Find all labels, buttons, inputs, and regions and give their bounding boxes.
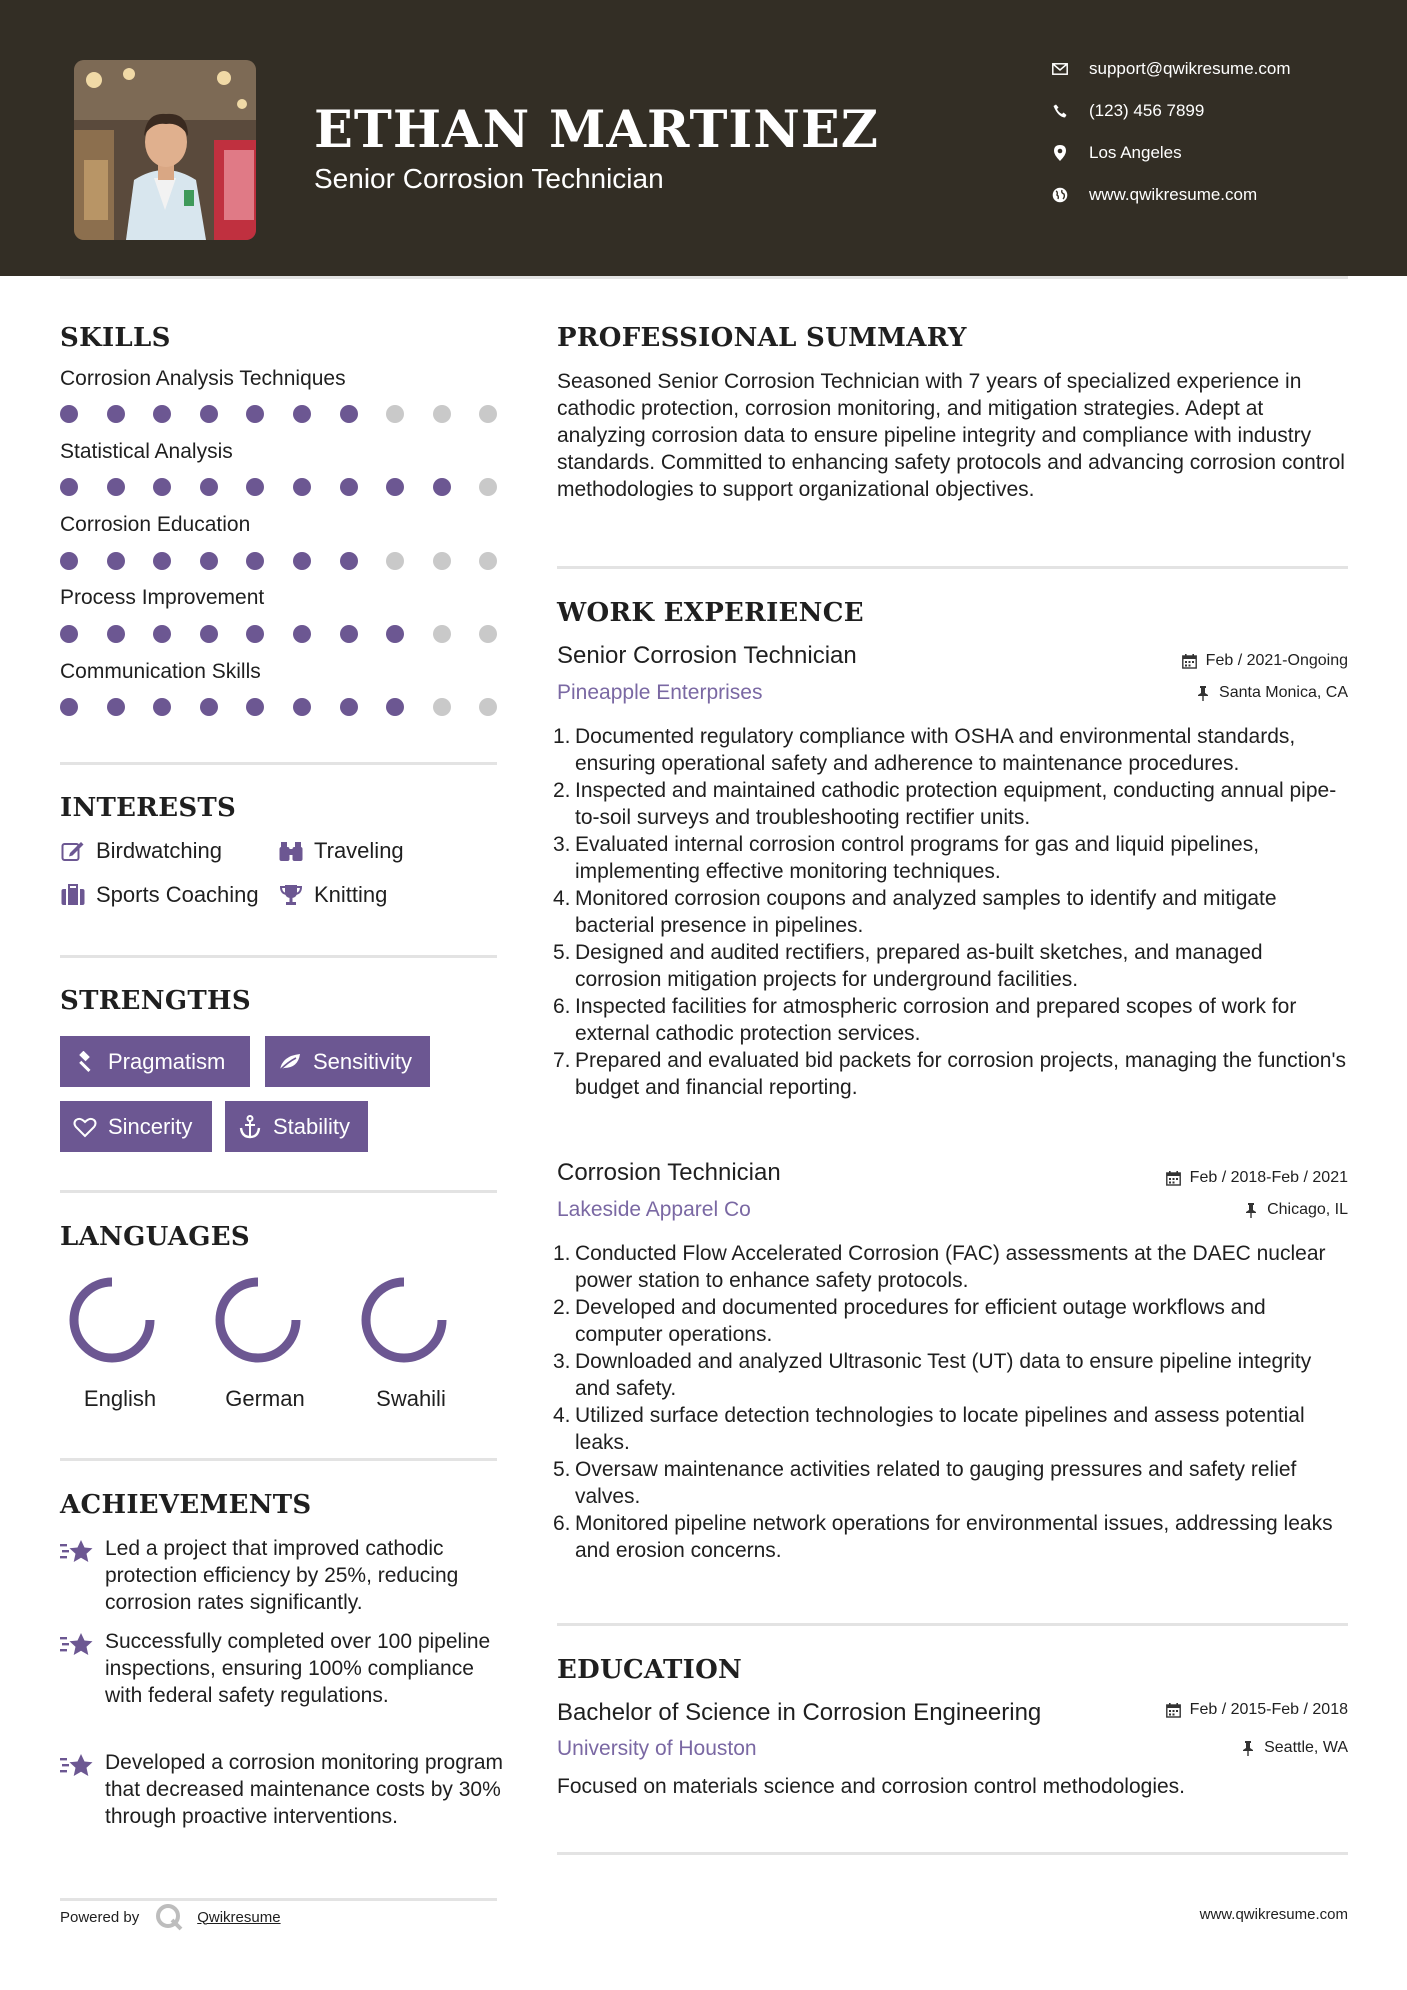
- language-name: German: [225, 1386, 305, 1411]
- section-divider: [557, 1852, 1348, 1855]
- skill-dot-filled: [107, 405, 125, 423]
- skill-dot-filled: [386, 478, 404, 496]
- strengths-heading: STRENGTHS: [60, 986, 251, 1016]
- skill-dot-empty: [386, 552, 404, 570]
- skills-heading: SKILLS: [60, 323, 171, 353]
- responsibility-number: 2.: [553, 1296, 571, 1319]
- qwikresume-link[interactable]: Qwikresume: [197, 1908, 281, 1926]
- skill-dot-filled: [200, 405, 218, 423]
- strength-label: Sensitivity: [313, 1048, 413, 1074]
- gavel-icon: [72, 1049, 98, 1075]
- job-location-text: Chicago, IL: [1267, 1201, 1348, 1218]
- skill-dot-filled: [340, 698, 358, 716]
- skill-dot-filled: [153, 405, 171, 423]
- contact-location: [1051, 138, 1391, 168]
- responsibility-text: Documented regulatory compliance with OSHA and environmental standards, ensuring operational safety and adherence to maintenance procedures.: [575, 725, 1296, 775]
- summary-text: Seasoned Senior Corrosion Technician with 7 years of specialized experience in cathodic protection, corrosion monitoring, and mitigation strategies. Adept at analyzing corrosion data to ensure pipeline integrity and compliance with industry standards. Committed to enhancing safety protocols and advancing corrosion control methodologies to support organizational objectives.: [557, 370, 1345, 501]
- candidate-title: Senior Corrosion Technician: [314, 163, 664, 194]
- skill-rating: [60, 478, 500, 498]
- school-name: University of Houston: [557, 1737, 757, 1760]
- skill-dot-filled: [200, 478, 218, 496]
- skill-dot-empty: [433, 625, 451, 643]
- responsibility-number: 3.: [553, 833, 571, 856]
- skill-dot-filled: [340, 478, 358, 496]
- qwikresume-logo-icon: [155, 1903, 183, 1931]
- powered-by-label: Powered by: [60, 1908, 140, 1926]
- contact-email[interactable]: [1051, 54, 1391, 84]
- responsibility-text: Developed and documented procedures for efficient outage workflows and computer operations.: [575, 1296, 1266, 1346]
- responsibility-item: [553, 885, 1347, 939]
- skill-name: Communication Skills: [60, 660, 261, 683]
- responsibility-number: 7.: [553, 1049, 571, 1072]
- contact-website-text: www.qwikresume.com: [1089, 185, 1258, 204]
- job-dates-text: Feb / 2021-Ongoing: [1205, 652, 1348, 669]
- achievements-heading: ACHIEVEMENTS: [60, 1490, 312, 1520]
- calendar-icon: [1166, 1170, 1182, 1186]
- responsibility-text: Inspected facilities for atmospheric corrosion and prepared scopes of work for external cathodic protection services.: [575, 995, 1297, 1045]
- binoculars-icon: [278, 838, 304, 864]
- summary-heading: PROFESSIONAL SUMMARY: [557, 323, 967, 353]
- strength-tag: [60, 1101, 212, 1152]
- company-name: Pineapple Enterprises: [557, 681, 763, 704]
- skill-dot-filled: [107, 698, 125, 716]
- calendar-icon: [1166, 1702, 1182, 1718]
- responsibility-text: Designed and audited rectifiers, prepared as-built sketches, and managed corrosion mitigation projects for underground facilities.: [575, 941, 1263, 991]
- leaf-icon: [277, 1049, 303, 1075]
- contact-email-text: support@qwikresume.com: [1089, 59, 1291, 78]
- skill-name: Corrosion Education: [60, 513, 251, 536]
- contact-location-text: Los Angeles: [1089, 143, 1182, 162]
- skill-dot-filled: [340, 405, 358, 423]
- skill-dot-filled: [293, 625, 311, 643]
- skill-rating: [60, 625, 500, 645]
- languages-heading: LANGUAGES: [60, 1222, 250, 1252]
- skill-dot-filled: [153, 478, 171, 496]
- pushpin-icon: [1195, 685, 1211, 701]
- skill-dot-empty: [479, 698, 497, 716]
- responsibility-item: [553, 1456, 1347, 1510]
- skill-dot-filled: [340, 625, 358, 643]
- star-icon: [60, 1632, 94, 1658]
- language-level-ring: [66, 1274, 158, 1366]
- responsibility-number: 3.: [553, 1350, 571, 1373]
- achievement-item: [60, 1749, 504, 1859]
- strength-tag: [60, 1036, 250, 1087]
- skill-dot-filled: [60, 698, 78, 716]
- section-divider: [60, 1190, 497, 1193]
- responsibility-text: Conducted Flow Accelerated Corrosion (FAC) assessments at the DAEC nuclear power station to enhance safety protocols.: [575, 1242, 1326, 1292]
- responsibility-number: 2.: [553, 779, 571, 802]
- skill-dot-empty: [433, 698, 451, 716]
- responsibility-text: Downloaded and analyzed Ultrasonic Test (UT) data to ensure pipeline integrity and safety.: [575, 1350, 1312, 1400]
- responsibility-item: [553, 1294, 1347, 1348]
- skill-dot-filled: [246, 698, 264, 716]
- responsibility-text: Inspected and maintained cathodic protection equipment, conducting annual pipe-to-soil surveys and troubleshooting rectifier units.: [575, 779, 1337, 829]
- footer-website[interactable]: www.qwikresume.com: [1199, 1906, 1348, 1923]
- heart-icon: [72, 1114, 98, 1140]
- skill-dot-filled: [293, 478, 311, 496]
- language-name: Swahili: [376, 1386, 446, 1411]
- responsibility-number: 5.: [553, 941, 571, 964]
- strength-tag: [225, 1101, 368, 1152]
- education-location-text: Seattle, WA: [1264, 1739, 1348, 1756]
- interest-item: [278, 838, 404, 864]
- skill-dot-filled: [293, 552, 311, 570]
- achievement-text: Successfully completed over 100 pipeline inspections, ensuring 100% compliance with federal safety regulations.: [105, 1630, 491, 1707]
- skill-dot-filled: [246, 552, 264, 570]
- skill-dot-filled: [200, 552, 218, 570]
- job-responsibilities: [553, 1240, 1347, 1564]
- contact-phone[interactable]: [1051, 96, 1391, 126]
- skill-dot-filled: [107, 478, 125, 496]
- responsibility-item: [553, 1240, 1347, 1294]
- interest-item: [60, 882, 259, 908]
- responsibility-number: 1.: [553, 725, 571, 748]
- achievement-item: [60, 1628, 500, 1738]
- responsibility-number: 1.: [553, 1242, 571, 1265]
- section-divider: [557, 1623, 1348, 1626]
- star-icon: [60, 1753, 94, 1779]
- skill-dot-empty: [479, 625, 497, 643]
- skill-dot-filled: [60, 625, 78, 643]
- skill-dot-filled: [246, 478, 264, 496]
- language-level-ring: [212, 1274, 304, 1366]
- skill-dot-filled: [340, 552, 358, 570]
- achievement-item: [60, 1535, 500, 1625]
- experience-heading: WORK EXPERIENCE: [557, 598, 864, 628]
- skill-dot-filled: [200, 625, 218, 643]
- skill-dot-filled: [107, 552, 125, 570]
- section-divider: [557, 566, 1348, 569]
- responsibility-item: [553, 777, 1347, 831]
- skill-dot-filled: [153, 552, 171, 570]
- skill-rating: [60, 698, 500, 718]
- skill-dot-empty: [386, 405, 404, 423]
- responsibility-item: [553, 1402, 1347, 1456]
- skill-dot-filled: [293, 698, 311, 716]
- responsibility-item: [553, 939, 1347, 993]
- language-level-arc: [74, 1282, 150, 1358]
- job-responsibilities: [553, 723, 1347, 1101]
- skill-dot-filled: [386, 698, 404, 716]
- job-location: [1243, 1201, 1348, 1219]
- briefcase-icon: [60, 882, 86, 908]
- responsibility-number: 4.: [553, 887, 571, 910]
- responsibility-text: Utilized surface detection technologies to locate pipelines and assess potential leaks.: [575, 1404, 1305, 1454]
- skill-dot-filled: [433, 478, 451, 496]
- globe-icon: [1051, 186, 1069, 204]
- interest-label: Knitting: [314, 882, 388, 907]
- achievement-text: Led a project that improved cathodic protection efficiency by 25%, reducing corrosion rates significantly.: [105, 1537, 459, 1614]
- envelope-icon: [1051, 60, 1069, 78]
- skill-dot-filled: [60, 552, 78, 570]
- skill-dot-filled: [200, 698, 218, 716]
- language-name: English: [83, 1386, 157, 1411]
- strength-label: Sincerity: [108, 1113, 193, 1139]
- interests-heading: INTERESTS: [60, 793, 237, 823]
- interest-label: Birdwatching: [96, 838, 222, 863]
- interest-item: [278, 882, 387, 908]
- phone-icon: [1051, 102, 1069, 120]
- trophy-icon: [278, 882, 304, 908]
- skill-name: Statistical Analysis: [60, 440, 233, 463]
- responsibility-item: [553, 993, 1347, 1047]
- pencil-square-icon: [60, 838, 86, 864]
- section-divider: [60, 762, 497, 765]
- anchor-icon: [237, 1114, 263, 1140]
- skill-rating: [60, 405, 500, 425]
- education-heading: EDUCATION: [557, 1655, 743, 1685]
- responsibility-item: [553, 1047, 1347, 1101]
- responsibility-text: Oversaw maintenance activities related to gauging pressures and safety relief valves.: [575, 1458, 1297, 1508]
- skill-dot-filled: [153, 698, 171, 716]
- responsibility-item: [553, 831, 1347, 885]
- responsibility-number: 4.: [553, 1404, 571, 1427]
- strength-tag: [265, 1036, 430, 1087]
- education-dates-text: Feb / 2015-Feb / 2018: [1189, 1701, 1348, 1718]
- job-dates-text: Feb / 2018-Feb / 2021: [1189, 1169, 1348, 1186]
- responsibility-text: Prepared and evaluated bid packets for corrosion projects, managing the function's budget and financial reporting.: [575, 1049, 1346, 1099]
- section-divider: [60, 1898, 497, 1901]
- skill-name: Corrosion Analysis Techniques: [60, 367, 346, 390]
- skill-dot-filled: [60, 478, 78, 496]
- language-level-arc: [366, 1282, 442, 1358]
- skill-dot-empty: [479, 405, 497, 423]
- responsibility-text: Monitored corrosion coupons and analyzed samples to identify and mitigate bacterial presence in pipelines.: [575, 887, 1277, 937]
- job-location-text: Santa Monica, CA: [1219, 684, 1348, 701]
- skill-dot-empty: [479, 478, 497, 496]
- section-divider: [60, 1458, 497, 1461]
- skill-dot-filled: [293, 405, 311, 423]
- skill-dot-filled: [246, 405, 264, 423]
- education-location: [1240, 1739, 1348, 1757]
- powered-by: [60, 1903, 281, 1931]
- responsibility-number: 6.: [553, 995, 571, 1018]
- skill-dot-filled: [107, 625, 125, 643]
- candidate-name: ETHAN MARTINEZ: [314, 100, 879, 160]
- star-icon: [60, 1539, 94, 1565]
- skill-dot-empty: [433, 552, 451, 570]
- resume-header: [0, 0, 1407, 276]
- contact-phone-text: (123) 456 7899: [1089, 101, 1205, 120]
- strength-label: Stability: [273, 1113, 351, 1139]
- responsibility-item: [553, 1510, 1347, 1564]
- job-title: Senior Corrosion Technician: [557, 642, 857, 669]
- responsibility-text: Monitored pipeline network operations for environmental issues, addressing leaks and erosion concerns.: [575, 1512, 1333, 1562]
- achievement-text: Developed a corrosion monitoring program that decreased maintenance costs by 30% through proactive interventions.: [105, 1751, 504, 1828]
- skill-rating: [60, 552, 500, 572]
- profile-photo: [74, 60, 256, 240]
- interest-item: [60, 838, 222, 864]
- responsibility-number: 6.: [553, 1512, 571, 1535]
- education-description: Focused on materials science and corrosion control methodologies.: [557, 1775, 1186, 1798]
- skill-dot-filled: [153, 625, 171, 643]
- map-marker-icon: [1051, 144, 1069, 162]
- skill-dot-filled: [246, 625, 264, 643]
- skill-dot-empty: [433, 405, 451, 423]
- contact-website[interactable]: [1051, 180, 1391, 210]
- skill-name: Process Improvement: [60, 586, 265, 609]
- education-dates: [1166, 1701, 1348, 1719]
- responsibility-text: Evaluated internal corrosion control programs for gas and liquid pipelines, implementing effective monitoring techniques.: [575, 833, 1260, 883]
- language-level-ring: [358, 1274, 450, 1366]
- pushpin-icon: [1243, 1202, 1259, 1218]
- skill-dot-filled: [60, 405, 78, 423]
- header-divider: [60, 276, 1348, 279]
- interest-label: Traveling: [314, 838, 404, 863]
- responsibility-number: 5.: [553, 1458, 571, 1481]
- pushpin-icon: [1240, 1740, 1256, 1756]
- job-dates: [1182, 652, 1348, 670]
- calendar-icon: [1182, 653, 1198, 669]
- company-name: Lakeside Apparel Co: [557, 1198, 751, 1221]
- strength-label: Pragmatism: [108, 1048, 226, 1074]
- skill-dot-filled: [386, 625, 404, 643]
- job-title: Corrosion Technician: [557, 1159, 781, 1186]
- language-level-arc: [220, 1282, 296, 1358]
- job-location: [1195, 684, 1348, 702]
- responsibility-item: [553, 723, 1347, 777]
- job-dates: [1166, 1169, 1348, 1187]
- skill-dot-empty: [479, 552, 497, 570]
- degree-title: Bachelor of Science in Corrosion Engineering: [557, 1699, 1042, 1726]
- responsibility-item: [553, 1348, 1347, 1402]
- interest-label: Sports Coaching: [96, 882, 259, 907]
- section-divider: [60, 955, 497, 958]
